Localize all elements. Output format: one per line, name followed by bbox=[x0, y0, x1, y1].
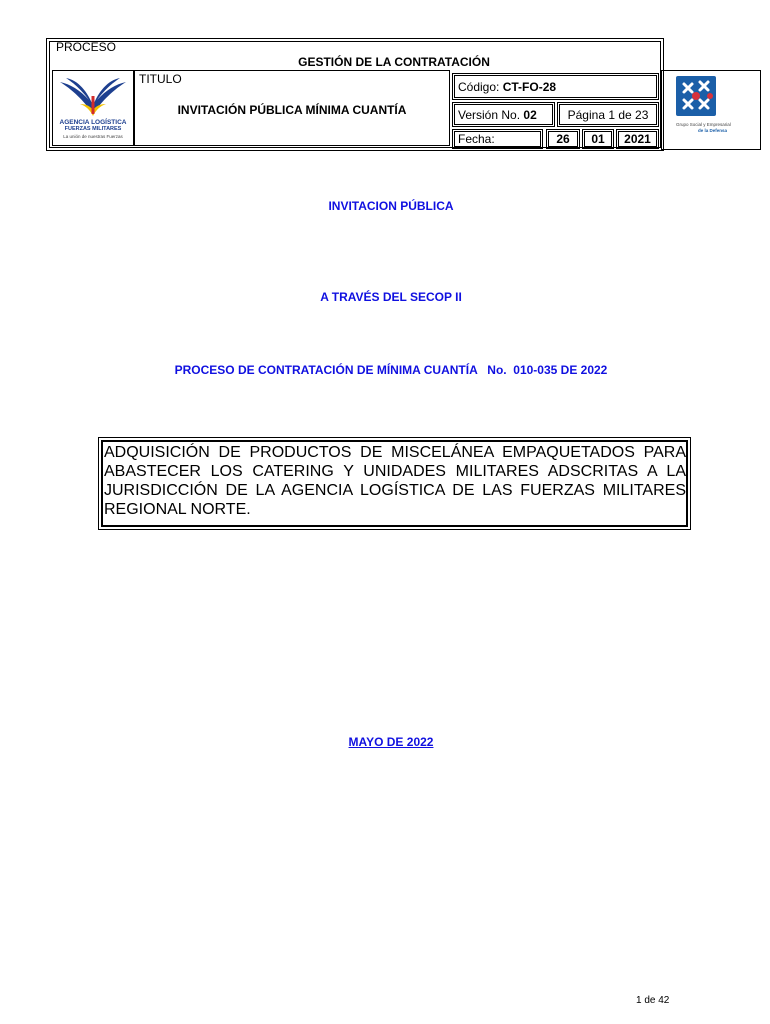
version-value: 02 bbox=[523, 108, 537, 122]
codigo-label: Código: bbox=[458, 80, 500, 94]
version bbox=[458, 108, 537, 122]
right-logo-line1: Grupo Social y Empresarial bbox=[676, 122, 731, 127]
fecha-year: 2021 bbox=[624, 132, 651, 146]
objeto-text: ADQUISICIÓN DE PRODUCTOS DE MISCELÁNEA EMPAQUETADOS PARA ABASTECER LOS CATERING Y UNIDADES MILITARES ADSCRITAS A LA JURISDICCIÓN DE LA AGENCIA LOGÍSTICA DE LAS FUERZAS MILITARES REGIONAL NORTE. bbox=[104, 444, 686, 518]
heading-invitacion: INVITACION PÚBLICA bbox=[328, 199, 454, 213]
fecha-label: Fecha: bbox=[458, 132, 495, 146]
left-logo-line2: FUERZAS MILITARES bbox=[64, 126, 122, 132]
codigo-value: CT-FO-28 bbox=[502, 80, 557, 94]
fecha-day: 26 bbox=[556, 132, 570, 146]
left-logo-line1: AGENCIA LOGÍSTICA bbox=[59, 119, 127, 126]
puzzle-logo-icon bbox=[676, 76, 716, 116]
titulo-value: INVITACIÓN PÚBLICA MÍNIMA CUANTÍA bbox=[177, 103, 407, 117]
fecha-month: 01 bbox=[591, 132, 605, 146]
document-date: MAYO DE 2022 bbox=[348, 735, 434, 749]
proceso-label: PROCESO bbox=[56, 40, 117, 54]
right-logo-line2: de la Defensa bbox=[698, 128, 728, 133]
titulo-label: TITULO bbox=[139, 72, 182, 86]
heading-proceso: PROCESO DE CONTRATACIÓN DE MÍNIMA CUANTÍA No. 010-035 DE 2022 bbox=[174, 363, 608, 377]
pagina-value: Página 1 de 23 bbox=[567, 108, 649, 122]
agencia-logistica-logo bbox=[56, 74, 130, 142]
heading-secop: A TRAVÉS DEL SECOP II bbox=[320, 290, 462, 304]
proceso-value: GESTIÓN DE LA CONTRATACIÓN bbox=[298, 55, 490, 69]
wings-icon bbox=[56, 74, 130, 120]
version-label: Versión No. bbox=[458, 108, 521, 122]
left-logo-line3: La unión de nuestras Fuerzas bbox=[63, 134, 123, 139]
codigo bbox=[458, 80, 556, 94]
grupo-social-defensa-logo bbox=[668, 74, 754, 146]
page-counter: 1 de 42 bbox=[636, 995, 670, 1006]
